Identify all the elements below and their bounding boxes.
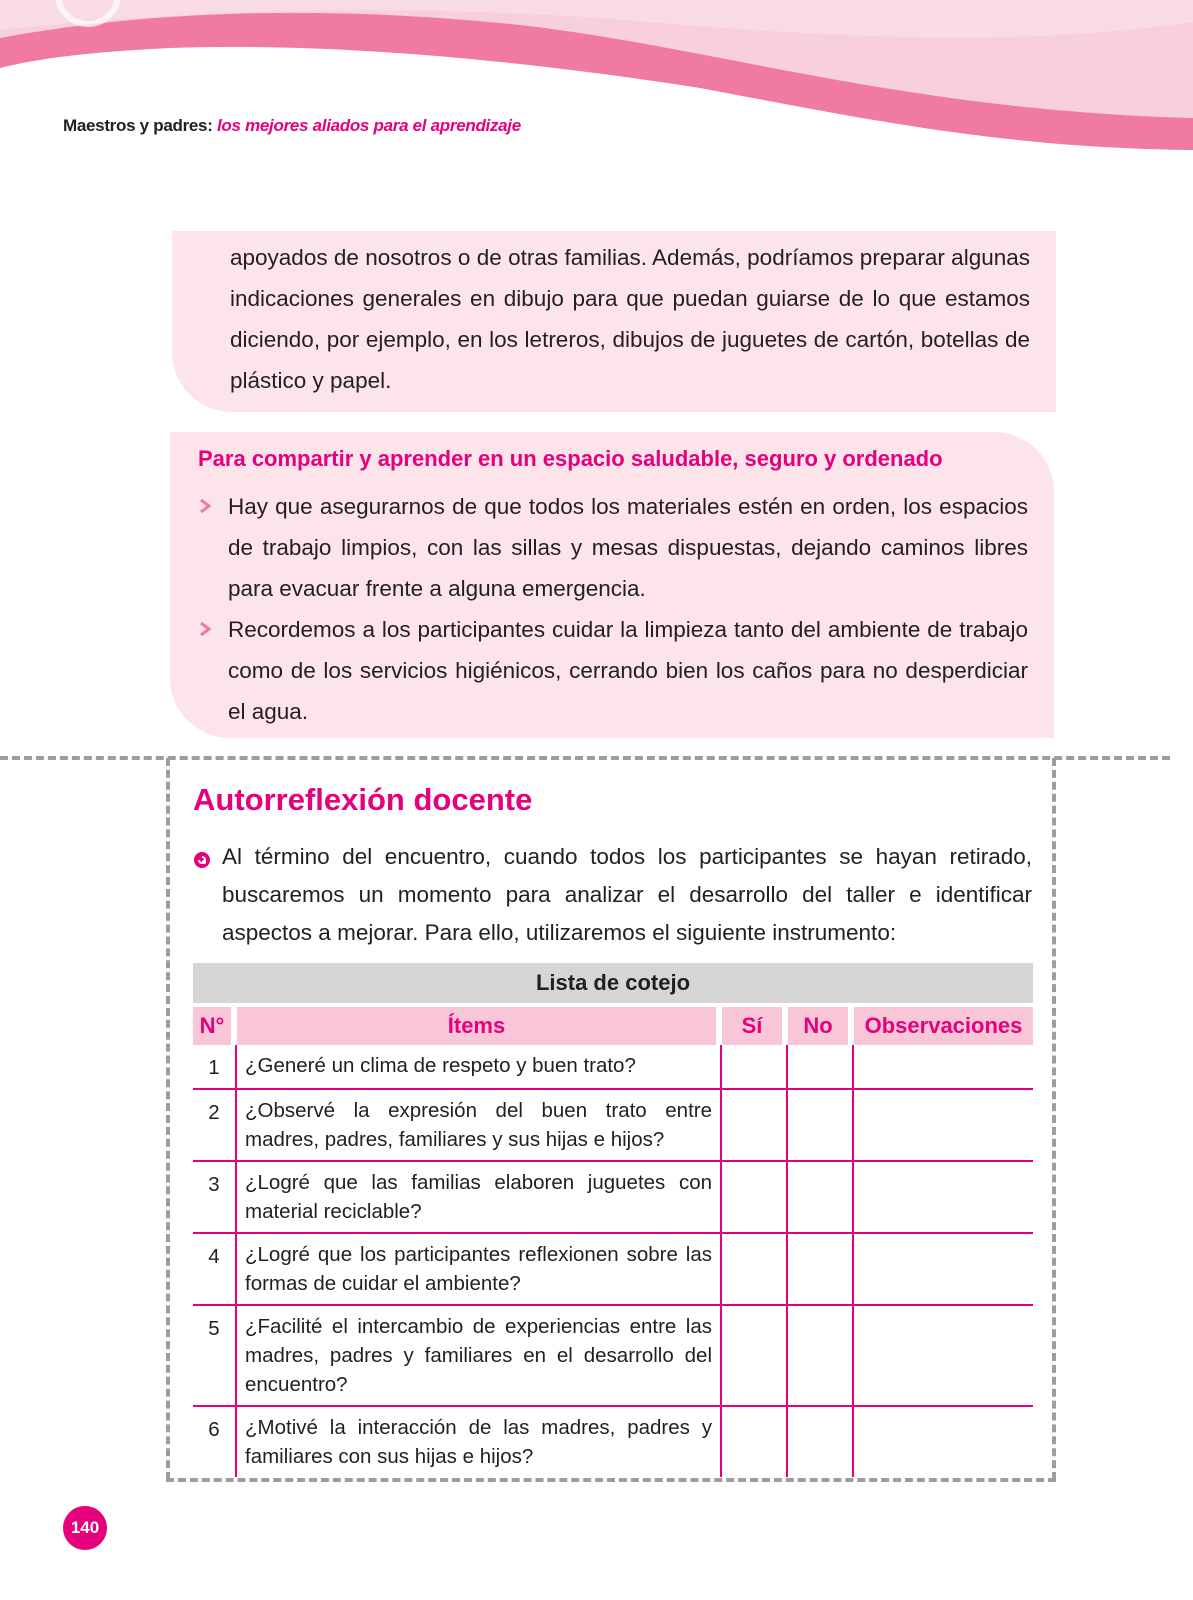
safe-space-title: Para compartir y aprender en un espacio saludable, seguro y ordenado — [198, 446, 943, 471]
swirl-bullet-icon — [193, 851, 211, 869]
checklist-header-row — [193, 1007, 1033, 1045]
header-observations: Observaciones — [854, 1007, 1033, 1045]
row-number: 5 — [193, 1306, 237, 1407]
continuation-paragraph: apoyados de nosotros o de otras familias. Además, podríamos preparar algunas indicaciones generales en dibujo para que puedan guiarse de lo que estamos diciendo, por ejemplo, en los letreros, dibujos de juguetes de cartón, botellas de plástico y papel. — [230, 245, 1030, 393]
table-row — [193, 1407, 1033, 1477]
header-number: N° — [193, 1007, 237, 1045]
dashed-border-left — [166, 758, 170, 1480]
reflection-intro: Al término del encuentro, cuando todos los participantes se hayan retirado, buscaremos un momento para analizar el desarrollo del taller e identificar aspectos a mejorar. Para ello, utilizaremos el siguiente instrumento: — [222, 844, 1032, 945]
checklist-caption-row — [193, 963, 1033, 1007]
header-no: No — [788, 1007, 854, 1045]
dashed-border-right — [1052, 758, 1056, 1480]
running-header-title: Maestros y padres: — [63, 116, 213, 135]
row-number: 3 — [193, 1162, 237, 1234]
row-number: 6 — [193, 1407, 237, 1477]
observations-cell[interactable] — [854, 1162, 1033, 1234]
observations-cell[interactable] — [854, 1090, 1033, 1162]
observations-cell[interactable] — [854, 1306, 1033, 1407]
page-number-badge: 140 — [63, 1506, 107, 1550]
yes-cell[interactable] — [722, 1407, 788, 1477]
observations-cell[interactable] — [854, 1234, 1033, 1306]
dashed-border-top — [0, 756, 1170, 760]
yes-cell[interactable] — [722, 1306, 788, 1407]
row-item: ¿Observé la expresión del buen trato entre madres, padres, familiares y sus hijas e hijos? — [237, 1090, 722, 1162]
continuation-box — [172, 231, 1056, 412]
row-item: ¿Facilité el intercambio de experiencias entre las madres, padres y familiares en el desarrollo del encuentro? — [237, 1306, 722, 1407]
no-cell[interactable] — [788, 1162, 854, 1234]
safe-space-list — [198, 486, 1028, 732]
table-row — [193, 1090, 1033, 1162]
list-item-text: Hay que asegurarnos de que todos los materiales estén en orden, los espacios de trabajo limpios, con las sillas y mesas dispuestas, dejando caminos libres para evacuar frente a alguna emergencia. — [228, 494, 1028, 601]
table-row — [193, 1045, 1033, 1090]
no-cell[interactable] — [788, 1306, 854, 1407]
reflection-title: Autorreflexión docente — [193, 782, 533, 817]
row-item: ¿Motivé la interacción de las madres, padres y familiares con sus hijas e hijos? — [237, 1407, 722, 1477]
header-wave-decoration — [0, 0, 1193, 160]
checklist-table — [193, 963, 1033, 1477]
list-item — [198, 609, 1028, 732]
yes-cell[interactable] — [722, 1045, 788, 1090]
running-header — [63, 116, 521, 136]
observations-cell[interactable] — [854, 1045, 1033, 1090]
table-row — [193, 1162, 1033, 1234]
header-items: Ítems — [237, 1007, 722, 1045]
list-item-text: Recordemos a los participantes cuidar la limpieza tanto del ambiente de trabajo como de los servicios higiénicos, cerrando bien los caños para no desperdiciar el agua. — [228, 617, 1028, 724]
chevron-right-icon — [198, 622, 212, 636]
safe-space-box — [170, 432, 1054, 738]
list-item — [198, 486, 1028, 609]
row-item: ¿Logré que las familias elaboren juguetes con material reciclable? — [237, 1162, 722, 1234]
row-item: ¿Generé un clima de respeto y buen trato? — [237, 1045, 722, 1090]
no-cell[interactable] — [788, 1407, 854, 1477]
no-cell[interactable] — [788, 1045, 854, 1090]
row-number: 1 — [193, 1045, 237, 1090]
dashed-border-bottom — [166, 1478, 1056, 1482]
row-number: 4 — [193, 1234, 237, 1306]
running-header-subtitle: los mejores aliados para el aprendizaje — [217, 116, 521, 135]
chevron-right-icon — [198, 499, 212, 513]
row-number: 2 — [193, 1090, 237, 1162]
row-item: ¿Logré que los participantes reflexionen sobre las formas de cuidar el ambiente? — [237, 1234, 722, 1306]
yes-cell[interactable] — [722, 1162, 788, 1234]
observations-cell[interactable] — [854, 1407, 1033, 1477]
checklist-caption: Lista de cotejo — [193, 963, 1033, 1007]
no-cell[interactable] — [788, 1234, 854, 1306]
yes-cell[interactable] — [722, 1090, 788, 1162]
no-cell[interactable] — [788, 1090, 854, 1162]
yes-cell[interactable] — [722, 1234, 788, 1306]
table-row — [193, 1306, 1033, 1407]
header-yes: Sí — [722, 1007, 788, 1045]
table-row — [193, 1234, 1033, 1306]
